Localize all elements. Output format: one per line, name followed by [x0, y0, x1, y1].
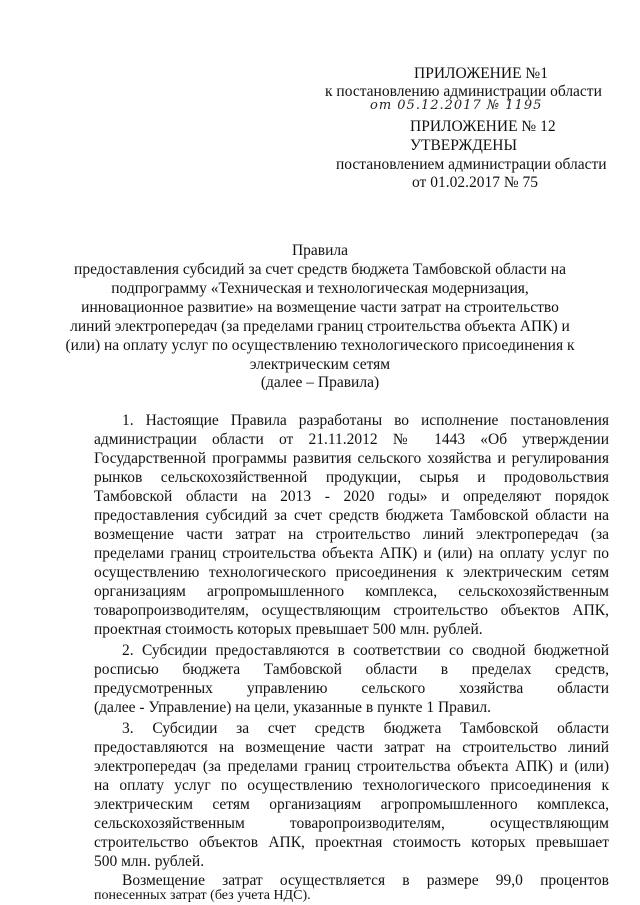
paragraph-1-line: пределами границ строительства объекта АПК) и (или) на оплату услуг по — [94, 545, 609, 562]
paragraph-1-line: рынков сельскохозяйственной продукции, сырья и продовольствия — [94, 469, 609, 486]
title-line: (или) на оплату услуг по осуществлению технологического присоединения к — [65, 337, 575, 354]
paragraph-3-line: на оплату услуг по осуществлению технологического присоединения к — [94, 777, 609, 794]
paragraph-2-line: предусмотренных управлению сельского хозяйства области — [94, 680, 609, 697]
title-line: подпрограмму «Техническая и технологическая модернизация, — [111, 280, 529, 297]
paragraph-3-line: сельскохозяйственным товаропроизводителям, осуществляющим — [94, 815, 609, 832]
paragraph-2-line: росписью бюджета Тамбовской области в пределах средств, — [94, 661, 609, 678]
paragraph-3-line: электропередач (за пределами границ строительства объекта АПК) и (или) — [94, 758, 609, 775]
rules-title: Правила — [291, 242, 349, 259]
paragraph-1-line: возмещение части затрат на строительство линий электропередач (за — [94, 526, 609, 543]
paragraph-3-line: строительство объектов АПК, проектная стоимость которых превышает — [94, 834, 609, 851]
paragraph-3-line: 3. Субсидии за счет средств бюджета Тамбовской области — [122, 720, 609, 737]
paragraph-1-line: 1. Настоящие Правила разработаны во исполнение постановления — [122, 412, 609, 429]
appendix-1-label: ПРИЛОЖЕНИЕ №1 — [414, 65, 548, 82]
approved-label: УТВЕРЖДЕНЫ — [410, 137, 517, 154]
paragraph-3-line: электрическим сетям организациям агропромышленного комплекса, — [94, 796, 609, 813]
to-resolution-label: к постановлению администрации области — [325, 83, 602, 100]
paragraph-1-line: осуществлению технологического присоединения к электрическим сетям — [94, 564, 609, 581]
title-line: (далее – Правила) — [260, 374, 380, 391]
paragraph-1-line: товаропроизводителям, осуществляющим строительство объектов АПК, — [94, 602, 609, 619]
title-line: предоставления субсидий за счет средств бюджета Тамбовской области на — [74, 261, 566, 278]
paragraph-1-line: организациям агропромышленного комплекса, сельскохозяйственным — [94, 583, 609, 600]
reimbursement-line: Возмещение затрат осуществляется в размере 99,0 процентов — [122, 872, 609, 889]
paragraph-2-line: (далее - Управление) на цели, указанные в пункте 1 Правил. — [94, 699, 491, 716]
paragraph-1-line: Государственной программы развития сельского хозяйства и регулирования — [94, 450, 609, 467]
title-line: инновационное развитие» на возмещение части затрат на строительство — [81, 299, 559, 316]
resolution-date-number: от 01.02.2017 № 75 — [412, 174, 538, 191]
paragraph-1-line: проектная стоимость которых превышает 500 млн. рублей. — [94, 621, 483, 638]
paragraph-3-line: 500 млн. рублей. — [94, 853, 205, 870]
paragraph-1-line: Тамбовской области на 2013 - 2020 годы» и определяют порядок — [94, 488, 609, 505]
paragraph-1-line: предоставления субсидий за счет средств бюджета Тамбовской области на — [94, 507, 609, 524]
paragraph-2-line: 2. Субсидии предоставляются в соответствии со сводной бюджетной — [122, 642, 609, 659]
handwritten-date-number: от 05.12.2017 № 1195 — [370, 98, 543, 113]
title-line: линий электропередач (за пределами границ строительства объекта АПК) и — [70, 318, 570, 335]
paragraph-3-line: предоставляются на возмещение части затрат на строительство линий — [94, 739, 609, 756]
by-resolution-label: постановлением администрации области — [336, 156, 607, 173]
title-line: электрическим сетям — [249, 356, 391, 373]
appendix-12-label: ПРИЛОЖЕНИЕ № 12 — [410, 118, 556, 135]
reimbursement-line: понесенных затрат (без учета НДС). — [94, 888, 311, 903]
paragraph-1-line: администрации области от 21.11.2012 № 1443 «Об утверждении — [94, 431, 609, 448]
